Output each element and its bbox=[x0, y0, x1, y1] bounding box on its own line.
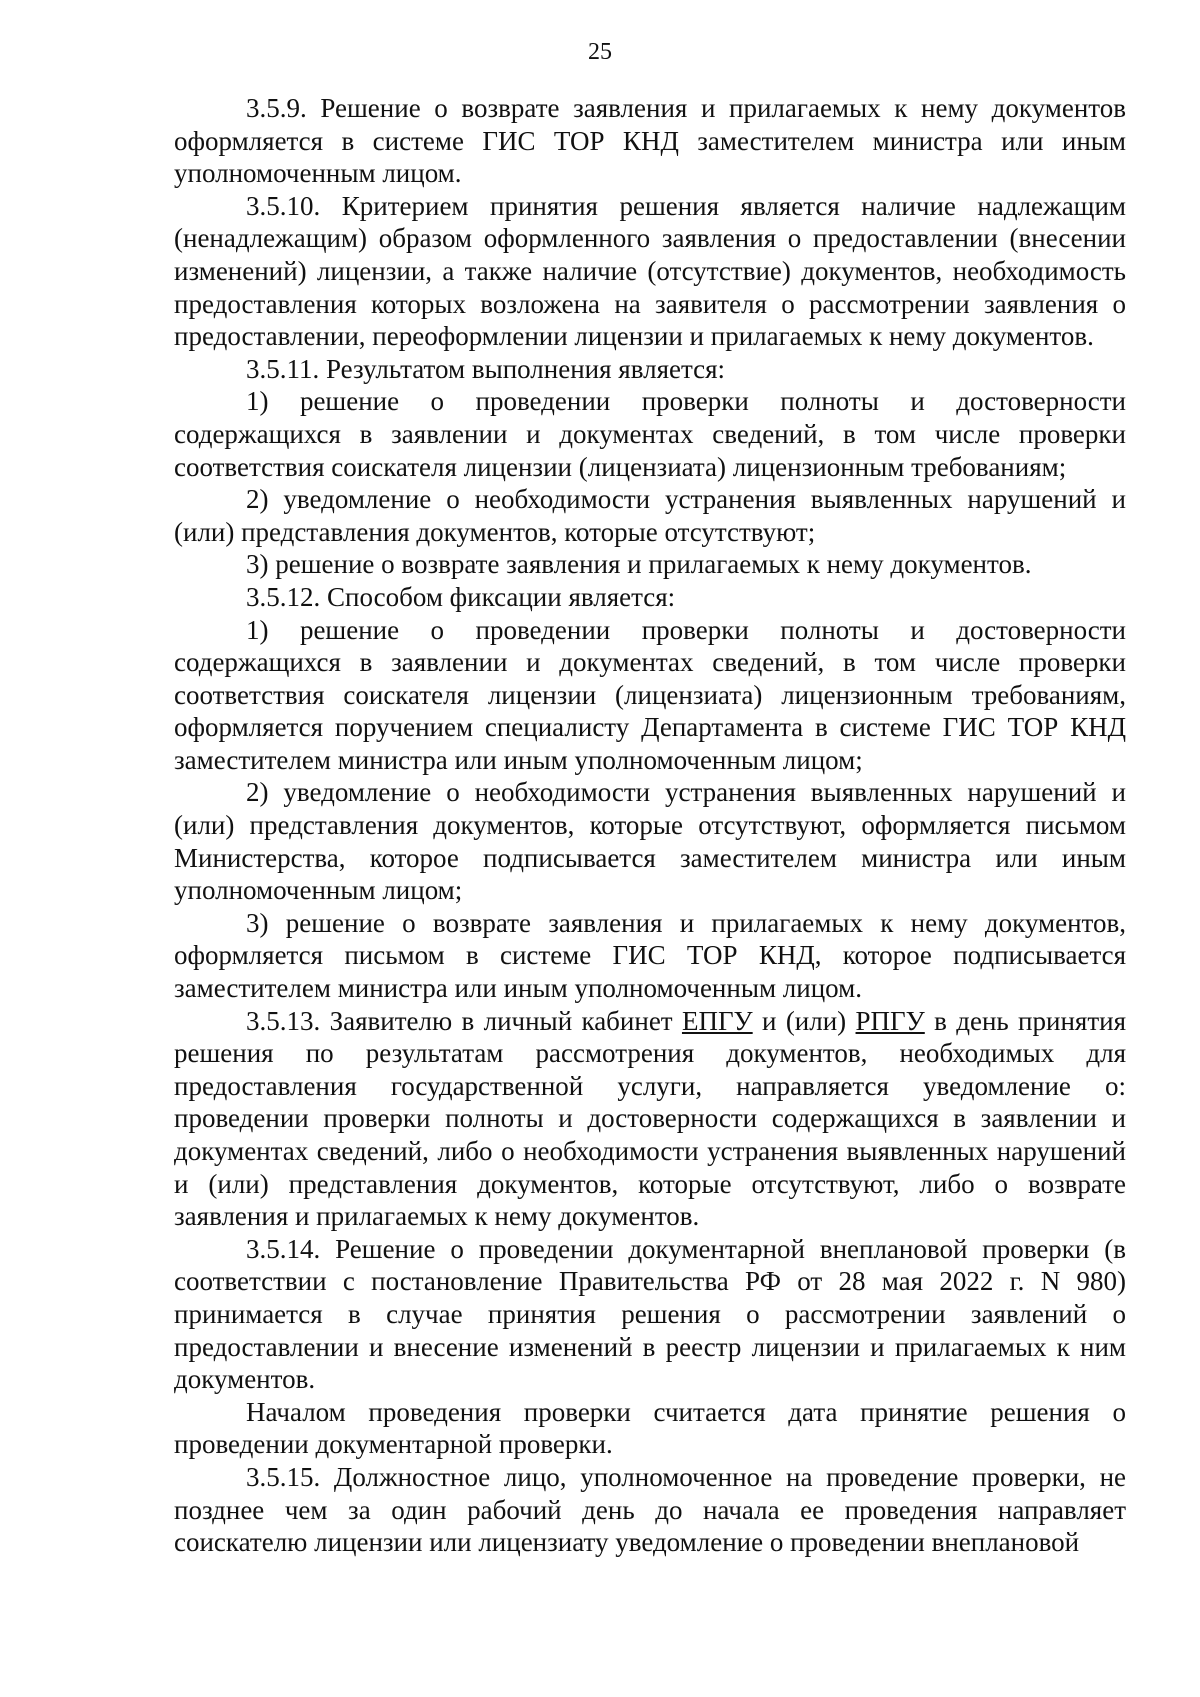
paragraph-3-5-13 bbox=[174, 1005, 1126, 1233]
paragraph-3-5-12: 3.5.12. Способом фиксации является: bbox=[246, 581, 676, 612]
rpgu-link[interactable]: РПГУ bbox=[855, 1005, 925, 1036]
paragraph-3-5-13-end: в день принятия решения по результатам рассмотрения документов, необходимых для предоставления государственной услуги, направляется уведомление о: проведении проверки полноты и достоверности содержащихся в заявлении и документах сведений, либо о необходимости устранения выявленных нарушений и (или) представления документов, которые отсутствуют, либо о возврате заявления и прилагаемых к нему документов. bbox=[174, 1005, 1126, 1232]
paragraph-3-5-11: 3.5.11. Результатом выполнения является: bbox=[246, 353, 725, 384]
paragraph-3-5-15: 3.5.15. Должностное лицо, уполномоченное на проведение проверки, не позднее чем за один рабочий день до начала ее проведения направляет соискателю лицензии или лицензиату уведомление о проведении внеплановой bbox=[174, 1461, 1126, 1558]
paragraph-3-5-12-item-2: 2) уведомление о необходимости устранения выявленных нарушений и (или) представления документов, которые отсутствуют, оформляется письмом Министерства, которое подписывается заместителем министра или иным уполномоченным лицом; bbox=[174, 777, 1126, 906]
paragraph-3-5-14-start-date: Началом проведения проверки считается дата принятие решения о проведении документарной проверки. bbox=[174, 1396, 1126, 1460]
paragraph-3-5-13-start: 3.5.13. Заявителю в личный кабинет bbox=[246, 1005, 682, 1036]
paragraph-3-5-11-item-1: 1) решение о проведении проверки полноты и достоверности содержащихся в заявлении и документах сведений, в том числе проверки соответствия соискателя лицензии (лицензиата) лицензионным требованиям; bbox=[174, 386, 1126, 482]
page-number: 25 bbox=[588, 39, 612, 65]
paragraph-3-5-13-middle: и (или) bbox=[752, 1005, 856, 1036]
paragraph-3-5-11-item-3: 3) решение о возврате заявления и прилагаемых к нему документов. bbox=[246, 549, 1032, 580]
document-body bbox=[174, 92, 1126, 1559]
paragraph-3-5-9: 3.5.9. Решение о возврате заявления и прилагаемых к нему документов оформляется в системе ГИС ТОР КНД заместителем министра или иным уполномоченным лицом. bbox=[174, 93, 1126, 189]
paragraph-3-5-14: 3.5.14. Решение о проведении документарной внеплановой проверки (в соответствии с постановление Правительства РФ от 28 мая 2022 г. N 980) принимается в случае принятия решения о рассмотрении заявлений о предоставлении и внесение изменений в реестр лицензии и прилагаемых к ним документов. bbox=[174, 1233, 1126, 1395]
paragraph-3-5-10: 3.5.10. Критерием принятия решения является наличие надлежащим (ненадлежащим) образом оформленного заявления о предоставлении (внесении изменений) лицензии, а также наличие (отсутствие) документов, необходимость предоставления которых возложена на заявителя о рассмотрении заявления о предоставлении, переоформлении лицензии и прилагаемых к нему документов. bbox=[174, 190, 1126, 352]
paragraph-3-5-11-item-2: 2) уведомление о необходимости устранения выявленных нарушений и (или) представления документов, которые отсутствуют; bbox=[174, 484, 1126, 547]
paragraph-3-5-12-item-3: 3) решение о возврате заявления и прилагаемых к нему документов, оформляется письмом в системе ГИС ТОР КНД, которое подписывается заместителем министра или иным уполномоченным лицом. bbox=[174, 907, 1126, 1004]
paragraph-3-5-12-item-1: 1) решение о проведении проверки полноты и достоверности содержащихся в заявлении и документах сведений, в том числе проверки соответствия соискателя лицензии (лицензиата) лицензионным требованиям, оформляется поручением специалисту Департамента в системе ГИС ТОР КНД заместителем министра или иным уполномоченным лицом; bbox=[174, 614, 1126, 775]
epgu-link[interactable]: ЕПГУ bbox=[681, 1005, 753, 1036]
